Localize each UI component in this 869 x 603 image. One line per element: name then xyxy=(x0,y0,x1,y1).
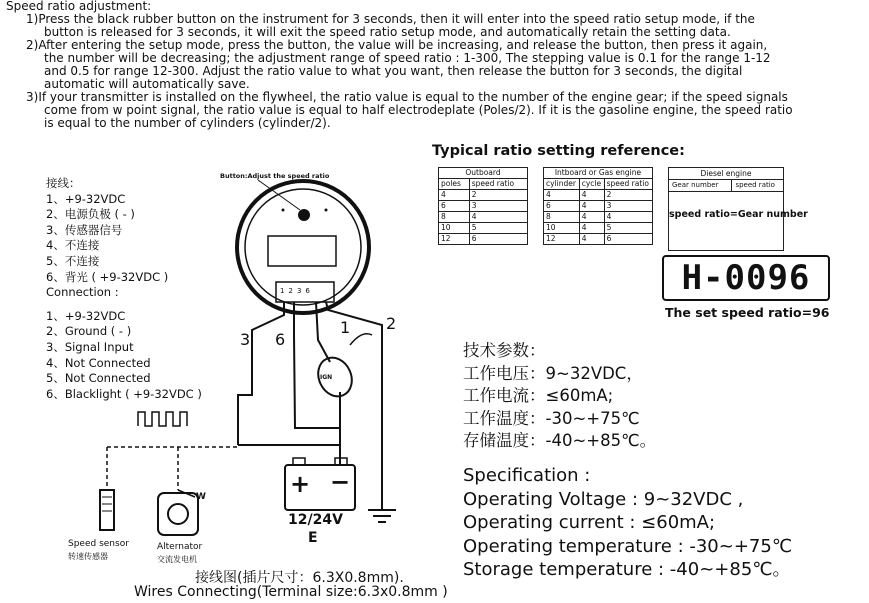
table-cell: 2 xyxy=(604,190,652,201)
table-row xyxy=(439,234,528,245)
wire-3 xyxy=(238,302,284,445)
footer-en: Wires Connecting(Terminal size:6.3x0.8mm ) xyxy=(134,584,448,600)
table-cell: 4 xyxy=(579,223,604,234)
table-cell: 10 xyxy=(544,223,580,234)
reference-title: Typical ratio setting reference: xyxy=(432,143,685,159)
instructions-p2-line3: and 0.5 for range 12-300. Adjust the ratio value to what you want, then release the button for 3 seconds, the digital xyxy=(44,64,743,78)
wire-6-label: 6 xyxy=(275,330,286,349)
table-cell: 4 xyxy=(579,212,604,223)
table-row xyxy=(544,212,653,223)
connection-en-item: 6、Blacklight ( +9-32VDC ) xyxy=(46,386,202,401)
table-cell: 4 xyxy=(544,190,580,201)
table-row xyxy=(544,201,653,212)
table-cell: 4 xyxy=(579,190,604,201)
spec-cn-line: 工作电流：≤60mA; xyxy=(463,386,614,405)
footer-cn: 接线图(插片尺寸：6.3X0.8mm). xyxy=(195,570,404,586)
connection-en-item: 1、+9-32VDC xyxy=(46,308,126,323)
table-cell: 6 xyxy=(469,234,527,245)
table-row xyxy=(544,223,653,234)
table-cell: 12 xyxy=(544,234,580,245)
alternator-icon xyxy=(158,493,198,535)
connection-cn-item: 2、电源负极 ( - ) xyxy=(46,207,135,222)
instructions-p3-line1: 3)If your transmitter is installed on the flywheel, the ratio value is equal to the number of the engine gear; if the speed signals xyxy=(26,90,788,104)
spec-en-line: Storage temperature : -40~+85℃。 xyxy=(463,559,791,580)
table-cell: 6 xyxy=(544,201,580,212)
connection-cn-item: 1、+9-32VDC xyxy=(46,191,126,206)
speed-sensor-icon xyxy=(100,490,114,530)
connection-cn-item: 5、不连接 xyxy=(46,253,100,268)
table-header: poles xyxy=(439,179,470,190)
alternator-w: W xyxy=(196,492,206,502)
table-cell: 2 xyxy=(469,190,527,201)
wire-2-label: 2 xyxy=(386,314,397,333)
lcd-display: H-0096 xyxy=(662,255,830,301)
instructions-p3-line3: is equal to the number of cylinders (cylinder/2). xyxy=(44,116,331,130)
button-label: Button:Adjust the speed ratio xyxy=(220,172,330,180)
speed-sensor-cn-label: 转速传感器 xyxy=(68,552,108,561)
outboard-title: Outboard xyxy=(439,168,528,179)
pulse-wave xyxy=(138,412,187,426)
ignition-key xyxy=(312,352,358,402)
outboard-table xyxy=(438,167,528,245)
instructions-p2-line2: the number will be decreasing; the adjustment range of speed ratio : 1-300, The stepping value is 0.1 for the range 1-12 xyxy=(44,51,771,65)
connection-cn-item: 3、传感器信号 xyxy=(46,222,123,237)
diesel-box xyxy=(668,167,808,251)
battery-minus: − xyxy=(330,468,351,496)
table-cell: 6 xyxy=(439,201,470,212)
instructions-p2-line1: 2)After entering the setup mode, press the button, the value will be increasing, and release the button, then press it again, xyxy=(26,38,768,52)
table-cell: 5 xyxy=(604,223,652,234)
alternator-cn-label: 交流发电机 xyxy=(157,555,197,564)
spec-cn-line: 存储温度：-40~+85℃。 xyxy=(463,431,657,450)
connection-en-item: 5、Not Connected xyxy=(46,371,151,386)
instructions-heading: Speed ratio adjustment: xyxy=(6,0,152,13)
battery-plus: + xyxy=(290,470,311,498)
spec-cn-line: 工作温度：-30~+75℃ xyxy=(463,408,640,428)
table-cell: 4 xyxy=(469,212,527,223)
inboard-table xyxy=(543,167,653,245)
wire-1-label: 1 xyxy=(340,318,351,337)
lcd-caption: The set speed ratio=96 xyxy=(665,305,830,320)
pin-label: 2 xyxy=(288,287,297,295)
table-header: speed ratio xyxy=(469,179,527,190)
table-cell: 12 xyxy=(439,234,470,245)
instructions-p3-line2: come from w point signal, the ratio value is equal to half electrodeplate (Poles/2). If it is the gasoline engine, the speed ratio xyxy=(44,103,793,117)
table-cell: 4 xyxy=(579,201,604,212)
ground-symbol xyxy=(368,510,396,522)
table-cell: 5 xyxy=(469,223,527,234)
diesel-formula: speed ratio=Gear number xyxy=(669,209,808,220)
spec-cn-title: 技术参数： xyxy=(463,341,546,360)
key-label: IGN xyxy=(320,374,333,381)
table-cell: 4 xyxy=(604,212,652,223)
table-header: speed ratio xyxy=(604,179,652,190)
connection-cn-item: 6、背光 ( +9-32VDC ) xyxy=(46,269,169,284)
terminal-pin-labels xyxy=(280,287,314,295)
connection-cn-title: 接线： xyxy=(46,176,81,190)
pin-label: 1 xyxy=(280,287,289,295)
battery-voltage: 12/24V xyxy=(288,512,343,528)
spec-en-title: Specification : xyxy=(463,465,591,486)
table-cell: 3 xyxy=(469,201,527,212)
table-cell: 4 xyxy=(579,234,604,245)
diesel-headers xyxy=(669,180,783,192)
connection-en-item: 3、Signal Input xyxy=(46,339,134,354)
table-row xyxy=(439,212,528,223)
gauge-display-window xyxy=(268,236,336,266)
diesel-title: Diesel engine xyxy=(669,168,783,180)
instructions-p2-line4: automatic will automatically save. xyxy=(44,77,250,91)
table-cell: 3 xyxy=(604,201,652,212)
table-header: speed ratio xyxy=(735,181,775,189)
alternator-label: Alternator xyxy=(157,542,203,552)
instructions-p1-line2: button is released for 3 seconds, it will exit the speed ratio setup mode, and automatically retain the setting data. xyxy=(44,25,731,39)
table-row xyxy=(439,201,528,212)
table-header: Gear number xyxy=(669,180,732,191)
instructions-p1-line1: 1)Press the black rubber button on the instrument for 3 seconds, then it will enter into the speed ratio setup mode, if the xyxy=(26,12,755,26)
spec-en-line: Operating current : ≤60mA; xyxy=(463,512,716,533)
table-row xyxy=(439,190,528,201)
table-cell: 8 xyxy=(544,212,580,223)
connection-en-title: Connection : xyxy=(46,285,119,300)
inboard-title: Intboard or Gas engine xyxy=(544,168,653,179)
speed-sensor-label: Speed sensor xyxy=(68,539,129,549)
pin-label: 3 xyxy=(296,287,306,295)
connection-en-item: 4、Not Connected xyxy=(46,355,151,370)
spec-en xyxy=(463,464,792,582)
battery-e: E xyxy=(308,530,318,546)
table-cell: 10 xyxy=(439,223,470,234)
table-row xyxy=(439,223,528,234)
table-cell: 4 xyxy=(439,190,470,201)
pin-label: 6 xyxy=(305,287,314,295)
connection-cn-item: 4、不连接 xyxy=(46,238,100,253)
table-header: cycle xyxy=(579,179,604,190)
spec-en-line: Operating Voltage : 9~32VDC , xyxy=(463,488,744,510)
spec-cn-line: 工作电压：9~32VDC， xyxy=(463,363,643,383)
table-cell: 8 xyxy=(439,212,470,223)
table-row xyxy=(544,234,653,245)
connection-en-item: 2、Ground ( - ) xyxy=(46,324,132,339)
table-cell: 6 xyxy=(604,234,652,245)
spec-en-line: Operating temperature : -30~+75℃ xyxy=(463,535,793,557)
table-row xyxy=(544,190,653,201)
spec-cn xyxy=(463,340,656,453)
wire-3-label: 3 xyxy=(240,330,251,349)
table-header: cylinder xyxy=(544,179,580,190)
